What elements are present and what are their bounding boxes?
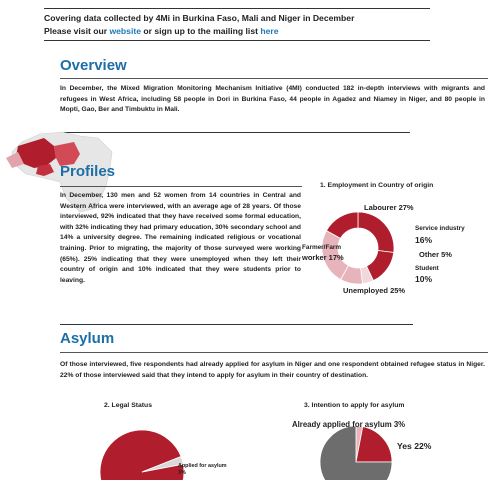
asylum-rule [60, 352, 488, 353]
intro-block [44, 12, 354, 37]
website-link[interactable]: website [109, 25, 141, 36]
chart-1-label-other: Other 5% [419, 250, 452, 259]
slice-labourer [358, 212, 394, 253]
slice-other-status [100, 430, 184, 480]
intro-middle: or sign up to the mailing list [140, 25, 261, 36]
chart-3-label-already: Already applied for asylum 3% [292, 420, 406, 429]
profiles-rule [60, 186, 302, 187]
intro-line-1: Covering data collected by 4Mi in Burkina Faso, Mali and Niger in December [44, 13, 355, 23]
chart-1-label-farmer: Farmer/Farm [302, 244, 342, 251]
mailing-list-link[interactable]: here [260, 25, 279, 36]
overview-rule [60, 78, 488, 79]
chart-3-label-yes: Yes 22% [397, 441, 432, 451]
asylum-heading: Asylum [60, 330, 115, 347]
asylum-text: Of those interviewed, five respondents had already applied for asylum in Niger and one respondent obtained refugee status in Niger. 22% of those interviewed said that they intend to apply for asylum in their country of destination. [60, 361, 485, 379]
chart-1-label-service-pct: 16% [415, 235, 433, 245]
intro-line-2 [44, 25, 354, 38]
chart-1-label-unemployed: Unemployed 25% [343, 286, 406, 295]
profiles-heading: Profiles [60, 163, 116, 180]
legal-status-pie-chart [90, 418, 190, 478]
profiles-text: In December, 130 men and 52 women from 14 countries in Central and Western Africa were interviewed, with an average age of 28 years. Of those interviewed, 92% indicated that they have received some formal education, with 32% indicating they had primary education, 30% secondary school and 14% a university degree. The remaining indicated religious or vocational training. Prior to migrating, the majority of those surveyed were working (65%). 25% indicating that they were unemployed when they left their country of origin and 10% indicated that they were students prior to leaving. [60, 192, 301, 284]
chart-1-label-farmer-pct: worker 17% [302, 253, 344, 262]
chart-1-title: 1. Employment in Country of origin [320, 182, 434, 189]
overview-text: In December, the Mixed Migration Monitoring Mechanism Initiative (4MI) conducted 182 in-depth interviews with migrants and refugees in West Africa, including 58 people in Dori in Burkina Faso, 44 people in Agadez and Niamey in Niger, and 80 people in Mopti, Gao, Ber and Timbuktu in Mali. [60, 85, 485, 114]
chart-1-label-labourer: Labourer 27% [364, 203, 414, 212]
chart-1-label-student: Student [415, 265, 439, 272]
intro-prefix: Please visit our [44, 25, 110, 36]
chart-2-label-applied: Applied for asylum [178, 463, 227, 469]
overview-heading: Overview [60, 57, 127, 74]
profiles-bottom-rule [60, 324, 413, 325]
chart-1-label-service: Service industry [415, 225, 465, 232]
asylum-intention-pie-chart [316, 420, 396, 480]
chart-2-title: 2. Legal Status [104, 402, 152, 409]
chart-3-title: 3. Intention to apply for asylum [304, 402, 405, 409]
slice-yes [356, 427, 392, 462]
chart-2-label-applied-pct: 3% [178, 470, 186, 476]
top-rule [44, 8, 430, 9]
intro-rule [44, 40, 430, 41]
chart-1-label-student-pct: 10% [415, 274, 433, 284]
